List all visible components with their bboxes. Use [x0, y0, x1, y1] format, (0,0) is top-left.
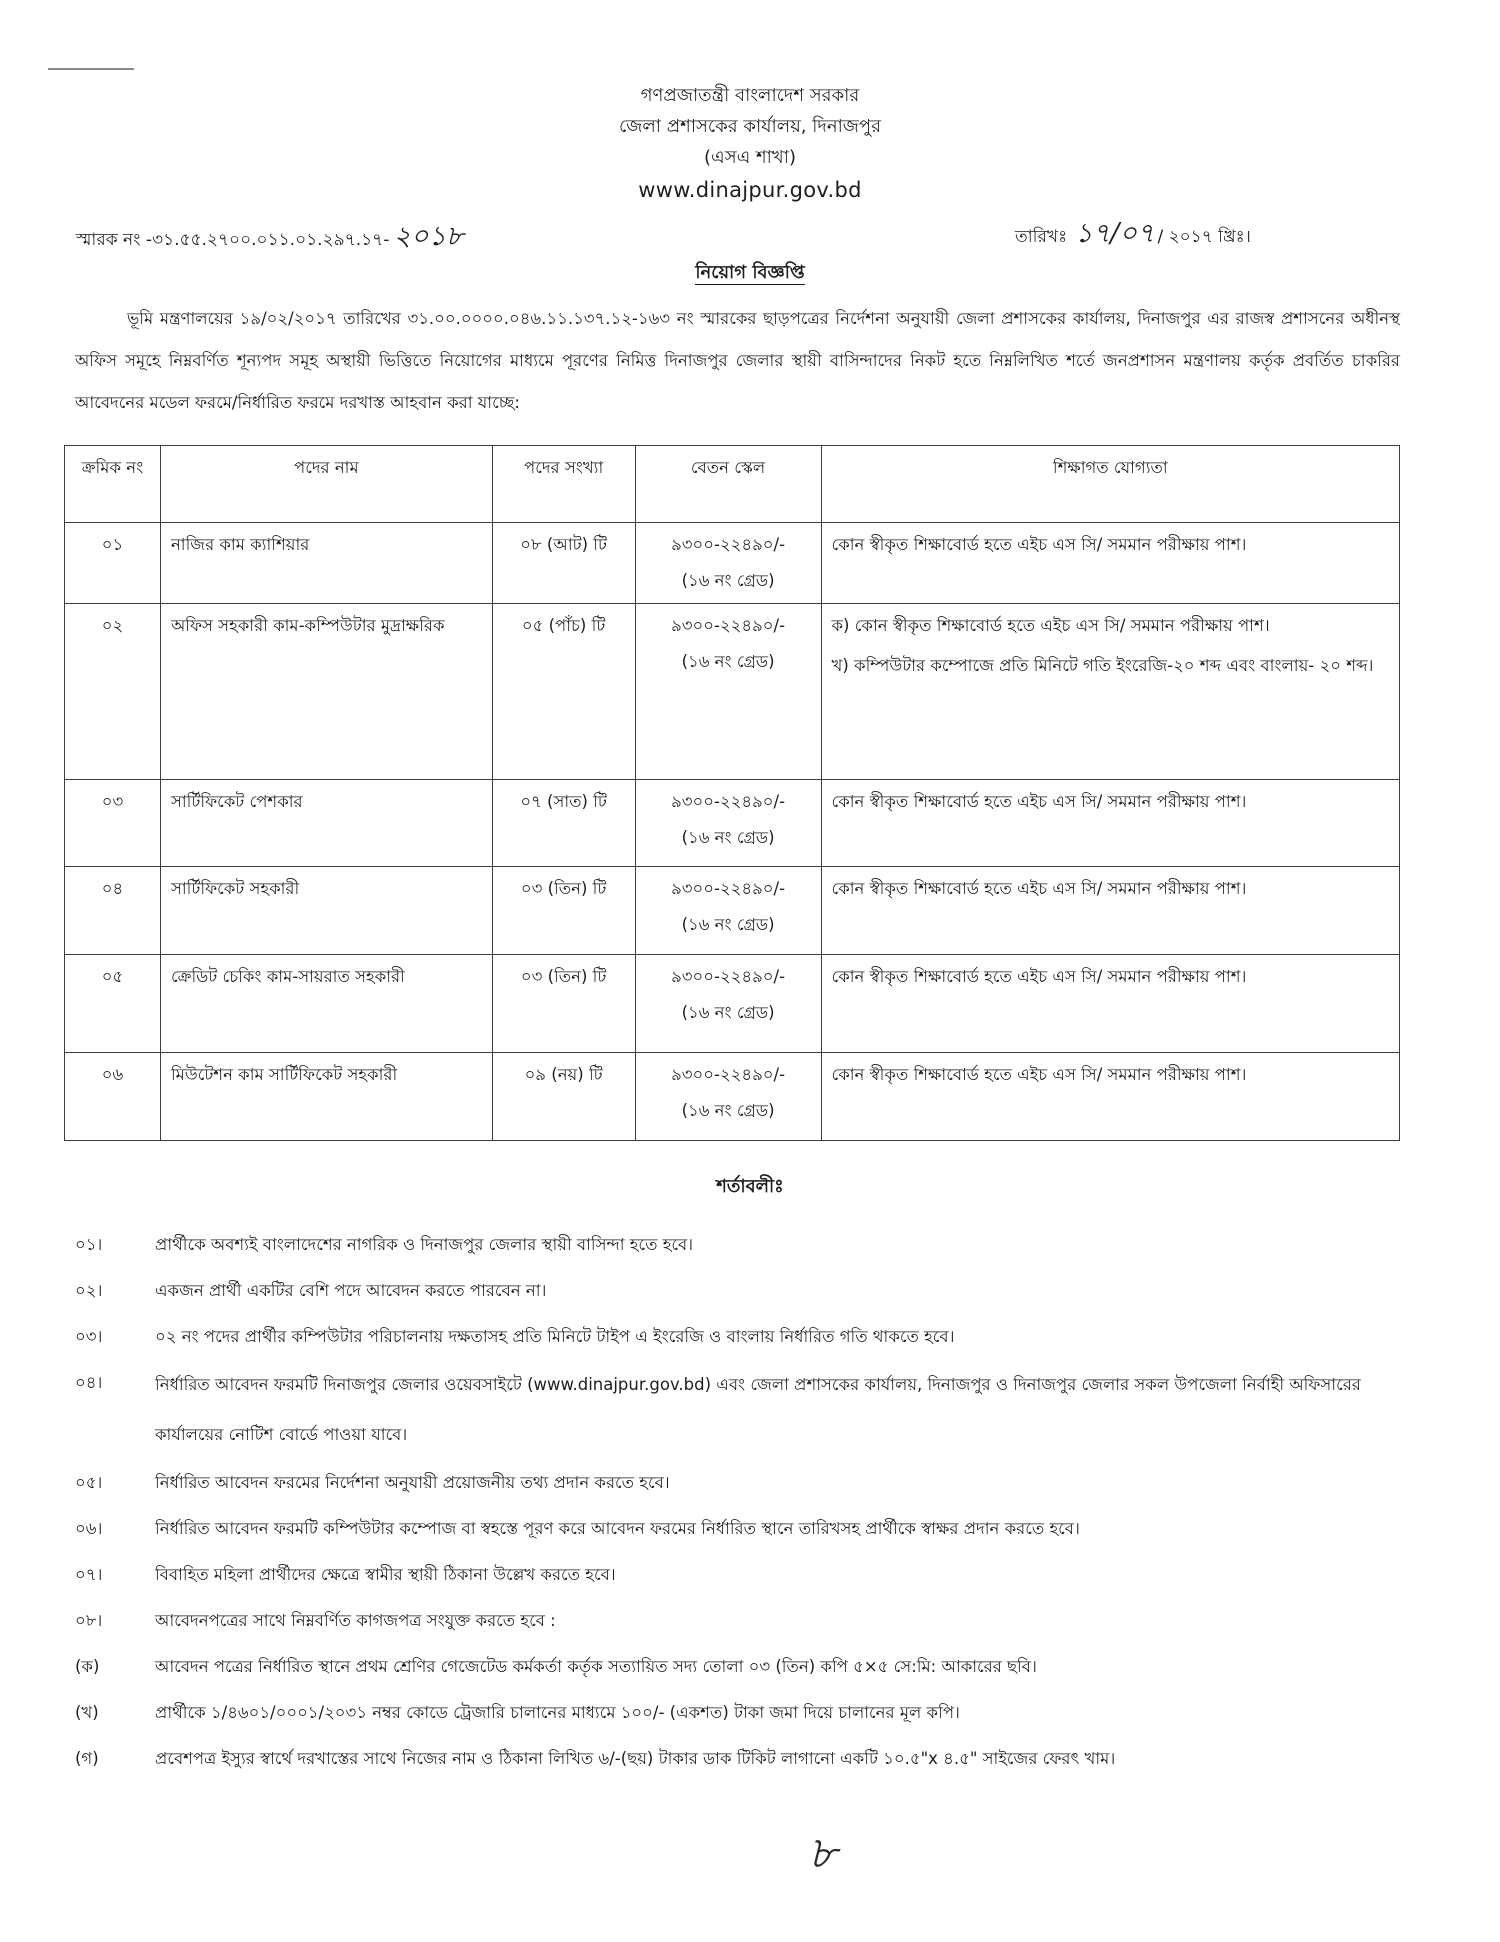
condition-number: (ক) — [75, 1657, 100, 1676]
memo-label: স্মারক নং -৩১.৫৫.২৭০০.০১১.০১.২৯৭.১৭- — [76, 230, 390, 250]
row-serial: ০৫ — [65, 955, 161, 1053]
condition-text: প্রার্থীকে ১/৪৬০১/০০০১/২০৩১ নম্বর কোডে ট্রেজারি চালানের মাধ্যমে ১০০/- (একশত) টাকা জমা দিয়ে চালানের মূল কপি। — [155, 1703, 960, 1722]
condition-number: ০৫। — [75, 1473, 103, 1492]
condition-item — [75, 1314, 1405, 1360]
col-scale: বেতন স্কেল — [635, 446, 821, 523]
condition-text: একজন প্রার্থী একটির বেশি পদে আবেদন করতে পারবেন না। — [155, 1281, 547, 1300]
row-serial: ০৬ — [65, 1053, 161, 1141]
gov-name: গণপ্রজাতন্ত্রী বাংলাদেশ সরকার — [640, 85, 860, 106]
row-scale: ৯৩০০-২২৪৯০/- (১৬ নং গ্রেড) — [635, 780, 821, 867]
condition-number: ০৩। — [75, 1327, 103, 1346]
intro-paragraph: ভূমি মন্ত্রণালয়ের ১৯/০২/২০১৭ তারিখের ৩১.০০.০০০০.০৪৬.১১.১৩৭.১২-১৬৩ নং স্মারকের ছাড়পত্রের নির্দেশনা অনুযায়ী জেলা প্রশাসকের কার্যালয়, দিনাজপুর এর রাজস্ব প্রশাসনের অধীনস্থ অফিস সমূহে নিম্নবর্ণিত শূন্যপদ সমূহ অস্থায়ী ভিত্তিতে নিয়োগের মাধ্যমে পূরণের নিমিত্ত দিনাজপুর জেলার স্থায়ী বাসিন্দাদের নিকট হতে নিম্নলিখিত শর্তে জনপ্রশাসন মন্ত্রণালয় কর্তৃক প্রবর্তিত চাকরির আবেদনের মডেল ফরমে/নির্ধারিত ফরমে দরখাস্ত আহবান করা যাচ্ছে: — [75, 309, 1400, 412]
condition-number: ০৮। — [75, 1611, 103, 1630]
row-scale: ৯৩০০-২২৪৯০/- (১৬ নং গ্রেড) — [635, 523, 821, 604]
condition-text: নির্ধারিত আবেদন ফরমটি দিনাজপুর জেলার ওয়েবসাইটে (www.dinajpur.gov.bd) এবং জেলা প্রশাসকের কার্যালয়, দিনাজপুর ও দিনাজপুর জেলার সকল উপজেলা নির্বাহী অফিসারের কার্যালয়ের নোটিশ বোর্ডে পাওয়া যাবে। — [155, 1375, 1361, 1444]
date-suffix: / ২০১৭ খ্রিঃ। — [1157, 227, 1251, 247]
memo-number — [76, 216, 464, 261]
condition-item — [75, 1506, 1405, 1552]
row-qualification — [821, 604, 1399, 780]
condition-item — [75, 1552, 1405, 1598]
condition-number: ০২। — [75, 1281, 103, 1300]
condition-text: নির্ধারিত আবেদন ফরমটি কম্পিউটার কম্পোজ বা স্বহস্তে পূরণ করে আবেদন ফরমের নির্ধারিত স্থানে তারিখসহ প্রার্থীকে স্বাক্ষর প্রদান করতে হবে। — [155, 1519, 1080, 1538]
office-name: জেলা প্রশাসকের কার্যালয়, দিনাজপুর — [618, 116, 882, 137]
condition-text: নির্ধারিত আবেদন ফরমের নির্দেশনা অনুযায়ী প্রয়োজনীয় তথ্য প্রদান করতে হবে। — [155, 1473, 670, 1492]
vacancy-table — [64, 445, 1400, 1141]
table-header-row — [65, 446, 1400, 523]
condition-number: ০৭। — [75, 1565, 103, 1584]
row-count: ০৩ (তিন) টি — [492, 955, 635, 1053]
col-qualification: শিক্ষাগত যোগ্যতা — [821, 446, 1399, 523]
row-scale: ৯৩০০-২২৪৯০/- (১৬ নং গ্রেড) — [635, 1053, 821, 1141]
table-row — [65, 780, 1400, 867]
condition-item — [75, 1736, 1405, 1782]
condition-item — [75, 1598, 1405, 1644]
row-count: ০৩ (তিন) টি — [492, 867, 635, 955]
row-post: ক্রেডিট চেকিং কাম-সায়রাত সহকারী — [160, 955, 492, 1053]
row-qualification: কোন স্বীকৃত শিক্ষাবোর্ড হতে এইচ এস সি/ সমমান পরীক্ষায় পাশ। — [821, 867, 1399, 955]
row-qualification: কোন স্বীকৃত শিক্ষাবোর্ড হতে এইচ এস সি/ সমমান পরীক্ষায় পাশ। — [821, 780, 1399, 867]
condition-text: আবেদনপত্রের সাথে নিম্নবর্ণিত কাগজপত্র সংযুক্ত করতে হবে : — [155, 1611, 556, 1630]
row-post: সার্টিফিকেট পেশকার — [160, 780, 492, 867]
notice-title: নিয়োগ বিজ্ঞপ্তি — [695, 262, 805, 283]
qualification-a: ক) কোন স্বীকৃত শিক্ষাবোর্ড হতে এইচ এস সি/ সমমান পরীক্ষায় পাশ। — [831, 616, 1270, 635]
condition-text: প্রবেশপত্র ইস্যুর স্বার্থে দরখাস্তের সাথে নিজের নাম ও ঠিকানা লিখিত ৬/-(ছয়) টাকার ডাক টিকিট লাগানো একটি ১০.৫"x ৪.৫" সাইজের ফেরৎ খাম। — [155, 1749, 1116, 1768]
row-post: মিউটেশন কাম সার্টিফিকেট সহকারী — [160, 1053, 492, 1141]
qualification-b: খ) কম্পিউটার কম্পোজে প্রতি মিনিটে গতি ইংরেজি-২০ শব্দ এবং বাংলায়- ২০ শব্দ। — [831, 656, 1374, 675]
row-count: ০৭ (সাত) টি — [492, 780, 635, 867]
condition-number: ০৪। — [75, 1373, 103, 1392]
row-count: ০৮ (আট) টি — [492, 523, 635, 604]
condition-text: বিবাহিত মহিলা প্রার্থীদের ক্ষেত্রে স্বামীর স্থায়ী ঠিকানা উল্লেখ করতে হবে। — [155, 1565, 616, 1584]
conditions-list — [75, 1222, 1405, 1782]
signature: ৮ — [808, 1828, 837, 1879]
condition-item — [75, 1644, 1405, 1690]
date-handwritten: ১৭/০৭ — [1075, 218, 1155, 249]
letterhead — [0, 80, 1500, 205]
date-label: তারিখঃ — [1015, 227, 1068, 247]
row-serial: ০২ — [65, 604, 161, 780]
table-row — [65, 867, 1400, 955]
table-row — [65, 1053, 1400, 1141]
condition-item — [75, 1268, 1405, 1314]
col-count: পদের সংখ্যা — [492, 446, 635, 523]
issue-date — [1015, 213, 1251, 258]
row-post: নাজির কাম ক্যাশিয়ার — [160, 523, 492, 604]
condition-text: প্রার্থীকে অবশ্যই বাংলাদেশের নাগরিক ও দিনাজপুর জেলার স্থায়ী বাসিন্দা হতে হবে। — [155, 1235, 694, 1254]
table-row — [65, 523, 1400, 604]
conditions-title: শর্তাবলীঃ — [716, 1176, 784, 1197]
row-qualification: কোন স্বীকৃত শিক্ষাবোর্ড হতে এইচ এস সি/ সমমান পরীক্ষায় পাশ। — [821, 955, 1399, 1053]
row-post: সার্টিফিকেট সহকারী — [160, 867, 492, 955]
row-scale: ৯৩০০-২২৪৯০/- (১৬ নং গ্রেড) — [635, 604, 821, 780]
row-serial: ০৪ — [65, 867, 161, 955]
condition-item — [75, 1222, 1405, 1268]
section-name: (এসএ শাখা) — [704, 147, 796, 168]
condition-number: ০৬। — [75, 1519, 103, 1538]
row-qualification: কোন স্বীকৃত শিক্ষাবোর্ড হতে এইচ এস সি/ সমমান পরীক্ষায় পাশ। — [821, 523, 1399, 604]
condition-number: (গ) — [75, 1749, 99, 1768]
memo-handwritten-number: ২০১৮ — [393, 221, 464, 252]
table-row — [65, 955, 1400, 1053]
condition-item — [75, 1460, 1405, 1506]
col-serial: ক্রমিক নং — [65, 446, 161, 523]
condition-text: ০২ নং পদের প্রার্থীর কম্পিউটার পরিচালনায় দক্ষতাসহ প্রতি মিনিটে টাইপ এ ইংরেজি ও বাংলায় নির্ধারিত গতি থাকতে হবে। — [155, 1327, 955, 1346]
row-count: ০৯ (নয়) টি — [492, 1053, 635, 1141]
row-scale: ৯৩০০-২২৪৯০/- (১৬ নং গ্রেড) — [635, 955, 821, 1053]
table-row — [65, 604, 1400, 780]
condition-number: (খ) — [75, 1703, 99, 1722]
condition-item — [75, 1690, 1405, 1736]
row-scale: ৯৩০০-২২৪৯০/- (১৬ নং গ্রেড) — [635, 867, 821, 955]
col-post: পদের নাম — [160, 446, 492, 523]
row-post: অফিস সহকারী কাম-কম্পিউটার মুদ্রাক্ষরিক — [160, 604, 492, 780]
condition-item — [75, 1360, 1405, 1460]
scan-mark — [48, 68, 134, 70]
condition-number: ০১। — [75, 1235, 103, 1254]
row-serial: ০৩ — [65, 780, 161, 867]
row-serial: ০১ — [65, 523, 161, 604]
row-count: ০৫ (পাঁচ) টি — [492, 604, 635, 780]
website-link[interactable]: www.dinajpur.gov.bd — [638, 178, 862, 202]
row-qualification: কোন স্বীকৃত শিক্ষাবোর্ড হতে এইচ এস সি/ সমমান পরীক্ষায় পাশ। — [821, 1053, 1399, 1141]
condition-text: আবেদন পত্রের নির্ধারিত স্থানে প্রথম শ্রেণির গেজেটেড কর্মকর্তা কর্তৃক সত্যায়িত সদ্য তোলা ০৩ (তিন) কপি ৫×৫ সে:মি: আকারের ছবি। — [155, 1657, 1037, 1676]
